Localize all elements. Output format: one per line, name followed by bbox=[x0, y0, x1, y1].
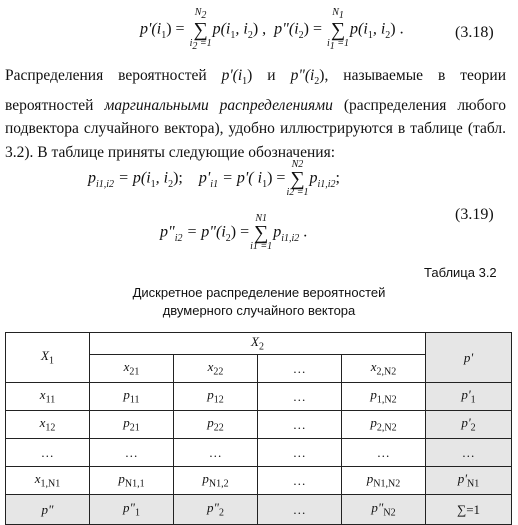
marginal-row-cell-text: p" bbox=[123, 500, 135, 516]
sum-total-cell: ∑=1 bbox=[426, 495, 512, 525]
eq-text: p bbox=[273, 223, 282, 241]
sum-lower: i1 =1 bbox=[250, 241, 273, 252]
header-x1 bbox=[6, 333, 90, 383]
row-header bbox=[6, 383, 90, 411]
paragraph-math: p'(i bbox=[221, 67, 243, 84]
table-cell-text: p bbox=[123, 415, 130, 431]
eq-sub: 2 bbox=[385, 29, 391, 41]
eq-sub: i1,i2 bbox=[281, 232, 300, 244]
row-header-sub: 11 bbox=[45, 394, 56, 406]
eq-text: . bbox=[299, 223, 308, 241]
table-cell-text: … bbox=[293, 472, 306, 488]
marginal-row-cell bbox=[90, 495, 174, 525]
eq-text: ) , bbox=[252, 20, 267, 38]
table-row bbox=[6, 439, 512, 467]
table-cell-text: p bbox=[207, 415, 214, 431]
marginal-row-cell bbox=[342, 495, 426, 525]
eq-sub: 1 bbox=[262, 178, 268, 190]
row-header-sub: 1,N1 bbox=[40, 478, 61, 490]
paragraph-text: и bbox=[252, 67, 291, 84]
paragraph-math: ) bbox=[247, 67, 253, 84]
eq-text: = p'( i bbox=[218, 169, 263, 187]
table-cell bbox=[90, 383, 174, 411]
sum-upper: N bbox=[194, 7, 202, 18]
table-cell bbox=[258, 411, 342, 439]
table-caption-line2: двумерного случайного вектора bbox=[162, 303, 356, 318]
marginal-cell bbox=[426, 411, 512, 439]
table-cell-text: … bbox=[209, 444, 222, 460]
column-header bbox=[90, 355, 174, 383]
eq-text: , i bbox=[235, 20, 248, 38]
sum-upper: N1 bbox=[255, 213, 267, 224]
paragraph-text: (распределения любого подвектора случайного вектора), удобно иллюстрируются в таблице (табл. 3.2). В таблице приняты следующие обозначения: bbox=[5, 96, 506, 161]
row-header-text: x bbox=[39, 387, 46, 403]
table-cell-sub: N1,2 bbox=[208, 478, 229, 490]
eq-text: p bbox=[309, 169, 318, 187]
header-x1-text: X bbox=[41, 348, 49, 364]
sum-lower-sub: 2 bbox=[192, 41, 198, 52]
header-x2 bbox=[90, 333, 426, 355]
marginal-cell bbox=[426, 467, 512, 495]
eq-sub: i1 bbox=[210, 178, 219, 190]
sum-lower: i bbox=[189, 38, 193, 49]
row-header-text: … bbox=[41, 444, 54, 460]
sum-upper-sub: 2 bbox=[201, 10, 207, 21]
eq-sub: 2 bbox=[225, 232, 231, 244]
marginal-row-cell-sub: 1 bbox=[134, 507, 140, 519]
eq-sub: 1 bbox=[150, 178, 156, 190]
sum-lower: i bbox=[327, 38, 330, 49]
table-cell bbox=[258, 383, 342, 411]
eq-text: ); bbox=[173, 169, 183, 187]
marginal-cell-sub: 2 bbox=[470, 422, 476, 434]
eq-text: ) = bbox=[166, 20, 189, 38]
marginal-row-cell-text: p" bbox=[371, 500, 384, 516]
table-row bbox=[6, 467, 512, 495]
marginal-row-header bbox=[6, 495, 90, 525]
column-header bbox=[258, 355, 342, 383]
eq-text: ) = bbox=[303, 20, 327, 38]
table-label: Таблица 3.2 bbox=[424, 265, 497, 280]
row-header bbox=[6, 467, 90, 495]
header-x2-sub: 2 bbox=[258, 341, 264, 353]
table-cell bbox=[90, 411, 174, 439]
eq-text: = p(i bbox=[114, 169, 151, 187]
eq-text: p(i bbox=[212, 20, 231, 38]
eq-sub: i2 bbox=[174, 232, 183, 244]
table-cell-text: … bbox=[293, 444, 306, 460]
body-paragraph bbox=[5, 64, 506, 164]
row-header bbox=[6, 439, 90, 467]
table-cell-text: p bbox=[370, 387, 377, 403]
column-header-text: x bbox=[370, 359, 377, 375]
table-cell-text: p bbox=[123, 387, 130, 403]
eq-text: ; bbox=[335, 169, 340, 187]
table-cell bbox=[174, 411, 258, 439]
column-header bbox=[174, 355, 258, 383]
equation-3-18 bbox=[140, 8, 404, 52]
paragraph-math: p"(i bbox=[290, 67, 315, 84]
marginal-cell-text: … bbox=[462, 444, 475, 460]
table-cell bbox=[342, 383, 426, 411]
equation-3-19-line2 bbox=[160, 214, 307, 252]
equation-3-19-line1 bbox=[88, 160, 340, 198]
marginal-cell-text: p' bbox=[461, 387, 471, 403]
marginal-cell bbox=[426, 383, 512, 411]
table-cell-sub: 2,N2 bbox=[376, 422, 397, 434]
eq-sub: 1 bbox=[367, 29, 373, 41]
paragraph-italic: маргинальными распределениями bbox=[104, 96, 333, 114]
table-cell-text: p bbox=[207, 387, 214, 403]
table-cell-text: … bbox=[293, 416, 306, 432]
table-cell bbox=[342, 467, 426, 495]
table-cell bbox=[258, 439, 342, 467]
table-row bbox=[6, 411, 512, 439]
header-pprime-text: p' bbox=[463, 349, 474, 365]
table-cell-sub: 12 bbox=[213, 394, 224, 406]
eq-sub: 2 bbox=[298, 29, 304, 41]
table-cell-sub: 1,N2 bbox=[376, 394, 397, 406]
sum-lower-sub: 1 bbox=[329, 41, 335, 52]
eq-text: p"(i bbox=[274, 20, 299, 38]
eq-text: , i bbox=[372, 20, 386, 38]
table-cell bbox=[90, 439, 174, 467]
sum-lower-tail: =1 bbox=[334, 38, 350, 49]
marginal-cell-sub: 1 bbox=[470, 394, 476, 406]
eq-text: , i bbox=[155, 169, 169, 187]
marginal-row-cell bbox=[174, 495, 258, 525]
header-x1-sub: 1 bbox=[48, 355, 54, 367]
sum-symbol: $N_1$ ∑ $i_1 =1$ bbox=[327, 7, 350, 52]
eq-text: p(i bbox=[350, 20, 368, 38]
table-cell-text: … bbox=[125, 444, 138, 460]
eq-sub: i1,i2 bbox=[96, 178, 115, 190]
marginal-cell-text: p' bbox=[461, 415, 471, 431]
header-pprime bbox=[426, 333, 512, 383]
eq-sub: 2 bbox=[168, 178, 174, 190]
eq-text: p bbox=[88, 169, 96, 187]
table-cell bbox=[258, 467, 342, 495]
sum-lower: i2 =1 bbox=[286, 187, 309, 198]
table-cell-sub: 11 bbox=[129, 394, 140, 406]
paragraph-math: ) bbox=[319, 67, 325, 84]
table-cell-sub: 22 bbox=[213, 422, 224, 434]
eq-sub: i1,i2 bbox=[317, 178, 336, 190]
table-cell-sub: 21 bbox=[129, 422, 140, 434]
sum-symbol: N1 ∑ i1 =1 bbox=[250, 213, 273, 252]
marginal-row-cell-text: … bbox=[293, 501, 306, 517]
marginal-row-cell bbox=[258, 495, 342, 525]
paragraph-text: Распределения вероятностей bbox=[5, 67, 222, 84]
sum-lower-tail: =1 bbox=[197, 38, 212, 49]
table-cell-text: p bbox=[118, 471, 125, 487]
table-cell-text: p bbox=[366, 471, 374, 487]
row-header-sub: 12 bbox=[45, 422, 56, 434]
table-row bbox=[6, 383, 512, 411]
eq-text: = p"(i bbox=[182, 223, 226, 241]
eq-text: p" bbox=[160, 223, 175, 241]
eq-text: ) = bbox=[230, 223, 250, 241]
table-cell bbox=[174, 439, 258, 467]
marginal-row-header-text: p" bbox=[41, 501, 54, 517]
paragraph-math-sub: 2 bbox=[314, 76, 320, 88]
eq-text: ) . bbox=[390, 20, 404, 38]
table-cell-text: p bbox=[370, 415, 377, 431]
sum-symbol: N2 ∑ i2 =1 bbox=[286, 159, 309, 198]
marginal-cell-sub: N1 bbox=[467, 478, 480, 490]
eq-text: p' bbox=[198, 169, 211, 187]
eq-text: ) = bbox=[267, 169, 286, 187]
table-cell bbox=[342, 439, 426, 467]
eq-sub: 1 bbox=[161, 29, 167, 41]
sum-upper: N2 bbox=[291, 159, 304, 170]
eq-text: p'(i bbox=[140, 20, 162, 38]
row-header-text: x bbox=[39, 415, 46, 431]
sum-symbol: $N_2$ ∑ $i_2 =1$ bbox=[189, 7, 212, 52]
table-cell-text: … bbox=[377, 444, 390, 460]
row-header-text: x bbox=[34, 471, 41, 487]
paragraph-text: , называемые в теории вероятностей bbox=[5, 67, 506, 114]
column-header-sub: 21 bbox=[129, 366, 140, 378]
table-cell-sub: N1,N2 bbox=[373, 478, 401, 490]
table-caption-line1: Дискретное распределение вероятностей bbox=[132, 285, 386, 300]
eq-sub: 1 bbox=[230, 29, 236, 41]
sum-upper: N bbox=[332, 7, 339, 18]
table-cell-text: p bbox=[202, 471, 209, 487]
marginal-cell-text: p' bbox=[457, 471, 468, 487]
table-cell bbox=[90, 467, 174, 495]
marginal-cell bbox=[426, 439, 512, 467]
table-cell bbox=[342, 411, 426, 439]
marginal-row-cell-sub: 2 bbox=[218, 507, 224, 519]
row-header bbox=[6, 411, 90, 439]
marginal-row-cell-text: p" bbox=[207, 500, 219, 516]
column-header-sub: 2,N2 bbox=[376, 366, 397, 378]
marginal-row-cell-sub: N2 bbox=[383, 507, 396, 519]
table-cell bbox=[174, 383, 258, 411]
column-header-sub: 22 bbox=[213, 366, 224, 378]
column-header-text: x bbox=[207, 359, 214, 375]
paragraph-math-sub: 1 bbox=[242, 76, 248, 88]
eq-sub: 2 bbox=[247, 29, 253, 41]
sum-upper-sub: 1 bbox=[338, 10, 344, 21]
marginal-row bbox=[6, 495, 512, 525]
probability-table bbox=[5, 332, 512, 525]
column-header-text: x bbox=[123, 359, 130, 375]
table-cell-text: … bbox=[293, 388, 306, 404]
column-header-text: … bbox=[293, 360, 306, 376]
equation-number-3-19: (3.19) bbox=[455, 206, 494, 223]
header-x2-text: X bbox=[251, 334, 259, 350]
equation-number-3-18: (3.18) bbox=[455, 24, 494, 41]
table-cell bbox=[174, 467, 258, 495]
table-body bbox=[6, 383, 512, 525]
column-header bbox=[342, 355, 426, 383]
table-cell-sub: N1,1 bbox=[124, 478, 145, 490]
